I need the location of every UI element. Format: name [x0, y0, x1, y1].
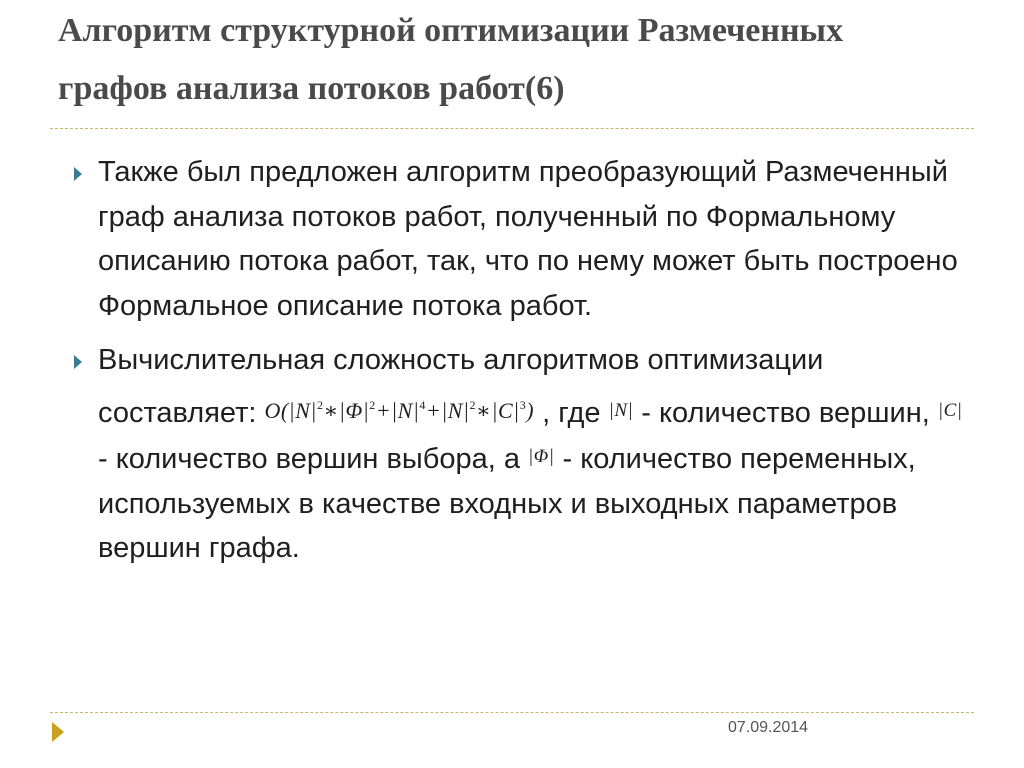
- footer-arrow-icon: [52, 722, 64, 742]
- symbol-c: |C|: [937, 399, 963, 421]
- bullet-text: Также был предложен алгоритм преобразующий Размеченный граф анализа потоков работ, полученный по Формальному описанию потока работ, так, что по нему может быть построено Формальное описание потока работ.: [98, 156, 958, 322]
- slide-title: Алгоритм структурной оптимизации Размеченных графов анализа потоков работ(6): [58, 12, 844, 107]
- bullet-text: - количество вершин выбора, а: [98, 443, 529, 475]
- footer-divider: [50, 712, 974, 713]
- slide-date: 07.09.2014: [728, 719, 809, 736]
- bullet-arrow-icon: [74, 167, 82, 181]
- bullet-text: Вычислительная сложность алгоритмов оптимизации составляет:: [98, 344, 824, 429]
- bullet-arrow-icon: [74, 355, 82, 369]
- complexity-formula: $O(|N|^2∗|\Phi|^2+|N|^4+|N|^2∗|C|^3)$: [264, 397, 535, 423]
- bullet-item: [74, 150, 974, 328]
- slide-body: [74, 150, 974, 571]
- bullet-text: - количество переменных, используемых в качестве входных и выходных параметров вершин графа.: [98, 443, 916, 564]
- title-divider: [50, 128, 974, 129]
- bullet-text: , где: [534, 396, 609, 429]
- bullet-item: [74, 338, 974, 571]
- bullet-text: - количество вершин,: [633, 396, 938, 429]
- symbol-phi: |Φ|: [528, 446, 555, 467]
- symbol-n: |N|: [608, 399, 634, 421]
